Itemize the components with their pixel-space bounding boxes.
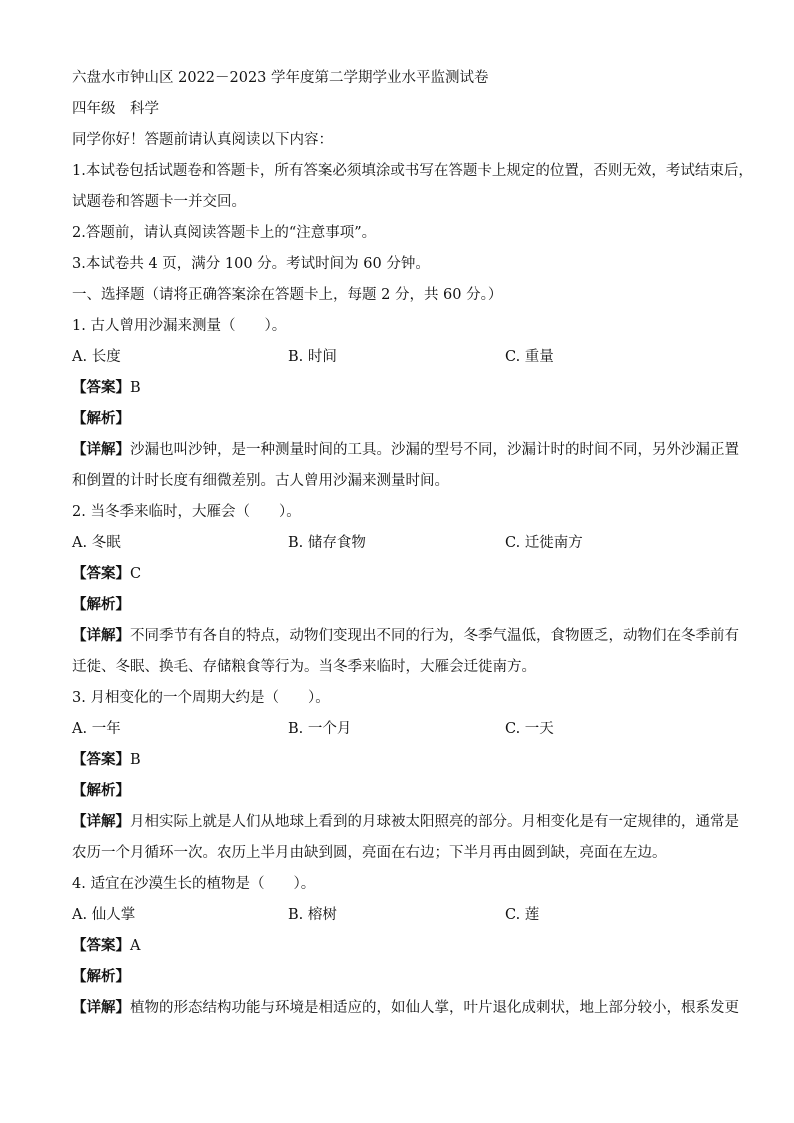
answer-label: 【答案】 — [72, 937, 130, 954]
question-4-option-c: C. 莲 — [505, 907, 540, 923]
analysis-label: 【解析】 — [72, 968, 130, 985]
exam-subject: 四年级 科学 — [72, 101, 159, 117]
question-1-option-a: A. 长度 — [72, 349, 121, 365]
question-1-detail-line-1: 【详解】沙漏也叫沙钟，是一种测量时间的工具。沙漏的型号不同，沙漏计时的时间不同，另外沙漏正置 — [72, 441, 739, 458]
analysis-label: 【解析】 — [72, 596, 130, 613]
question-3-detail-line-1: 【详解】月相实际上就是人们从地球上看到的月球被太阳照亮的部分。月相变化是有一定规律的，通常是 — [72, 813, 739, 830]
exam-title: 六盘水市钟山区 2022－2023 学年度第二学期学业水平监测试卷 — [72, 70, 489, 86]
question-2-option-b: B. 储存食物 — [288, 535, 366, 551]
question-2-detail-line-1: 【详解】不同季节有各自的特点，动物们变现出不同的行为，冬季气温低，食物匮乏，动物们在冬季前有 — [72, 627, 739, 644]
answer-value: A — [130, 938, 141, 954]
answer-label: 【答案】 — [72, 565, 130, 582]
analysis-label: 【解析】 — [72, 782, 130, 799]
question-1-answer — [72, 378, 141, 398]
question-3-detail-line-2: 农历一个月循环一次。农历上半月由缺到圆，亮面在右边；下半月再由圆到缺，亮面在左边。 — [72, 845, 667, 861]
question-3-answer — [72, 750, 141, 770]
question-2-stem: 2. 当冬季来临时，大雁会（ ）。 — [72, 504, 301, 520]
answer-value: B — [130, 380, 141, 396]
question-4-option-a: A. 仙人掌 — [72, 907, 136, 923]
question-4-stem: 4. 适宜在沙漠生长的植物是（ ）。 — [72, 876, 316, 892]
question-2-answer — [72, 564, 141, 584]
question-4-answer — [72, 936, 140, 956]
instructions-greeting: 同学你好！答题前请认真阅读以下内容： — [72, 132, 333, 148]
detail-label: 【详解】 — [72, 813, 130, 830]
question-2-detail-line-2: 迁徙、冬眠、换毛、存储粮食等行为。当冬季来临时，大雁会迁徙南方。 — [72, 659, 536, 675]
question-1-option-b: B. 时间 — [288, 349, 337, 365]
question-3-analysis-label — [72, 781, 130, 801]
question-2-option-c: C. 迁徙南方 — [505, 535, 583, 551]
answer-label: 【答案】 — [72, 751, 130, 768]
instruction-item-1-line-1: 1.本试卷包括试题卷和答题卡，所有答案必须填涂或书写在答题卡上规定的位置，否则无效，考试结束后， — [72, 163, 753, 179]
analysis-label: 【解析】 — [72, 410, 130, 427]
instruction-item-3: 3.本试卷共 4 页，满分 100 分。考试时间为 60 分钟。 — [72, 256, 430, 272]
question-3-stem: 3. 月相变化的一个周期大约是（ ）。 — [72, 690, 330, 706]
question-1-stem: 1. 古人曾用沙漏来测量（ ）。 — [72, 318, 287, 334]
section-title: 一、选择题（请将正确答案涂在答题卡上，每题 2 分，共 60 分。） — [72, 287, 503, 303]
instruction-item-2: 2.答题前，请认真阅读答题卡上的“注意事项”。 — [72, 225, 377, 241]
instruction-item-1-line-2: 试题卷和答题卡一并交回。 — [72, 194, 246, 210]
question-3-option-a: A. 一年 — [72, 721, 121, 737]
question-1-option-c: C. 重量 — [505, 349, 554, 365]
answer-value: B — [130, 752, 141, 768]
answer-label: 【答案】 — [72, 379, 130, 396]
question-2-option-a: A. 冬眠 — [72, 535, 121, 551]
question-4-option-b: B. 榕树 — [288, 907, 337, 923]
question-4-analysis-label — [72, 967, 130, 987]
question-3-option-c: C. 一天 — [505, 721, 554, 737]
question-1-detail-line-2: 和倒置的计时长度有细微差别。古人曾用沙漏来测量时间。 — [72, 473, 449, 489]
question-4-detail-line-1: 【详解】植物的形态结构功能与环境是相适应的，如仙人掌，叶片退化成刺状，地上部分较小，根系发更 — [72, 999, 739, 1016]
question-1-analysis-label — [72, 409, 130, 429]
answer-value: C — [130, 566, 142, 582]
detail-label: 【详解】 — [72, 627, 130, 644]
question-2-analysis-label — [72, 595, 130, 615]
detail-label: 【详解】 — [72, 999, 130, 1016]
question-3-option-b: B. 一个月 — [288, 721, 352, 737]
detail-label: 【详解】 — [72, 441, 130, 458]
